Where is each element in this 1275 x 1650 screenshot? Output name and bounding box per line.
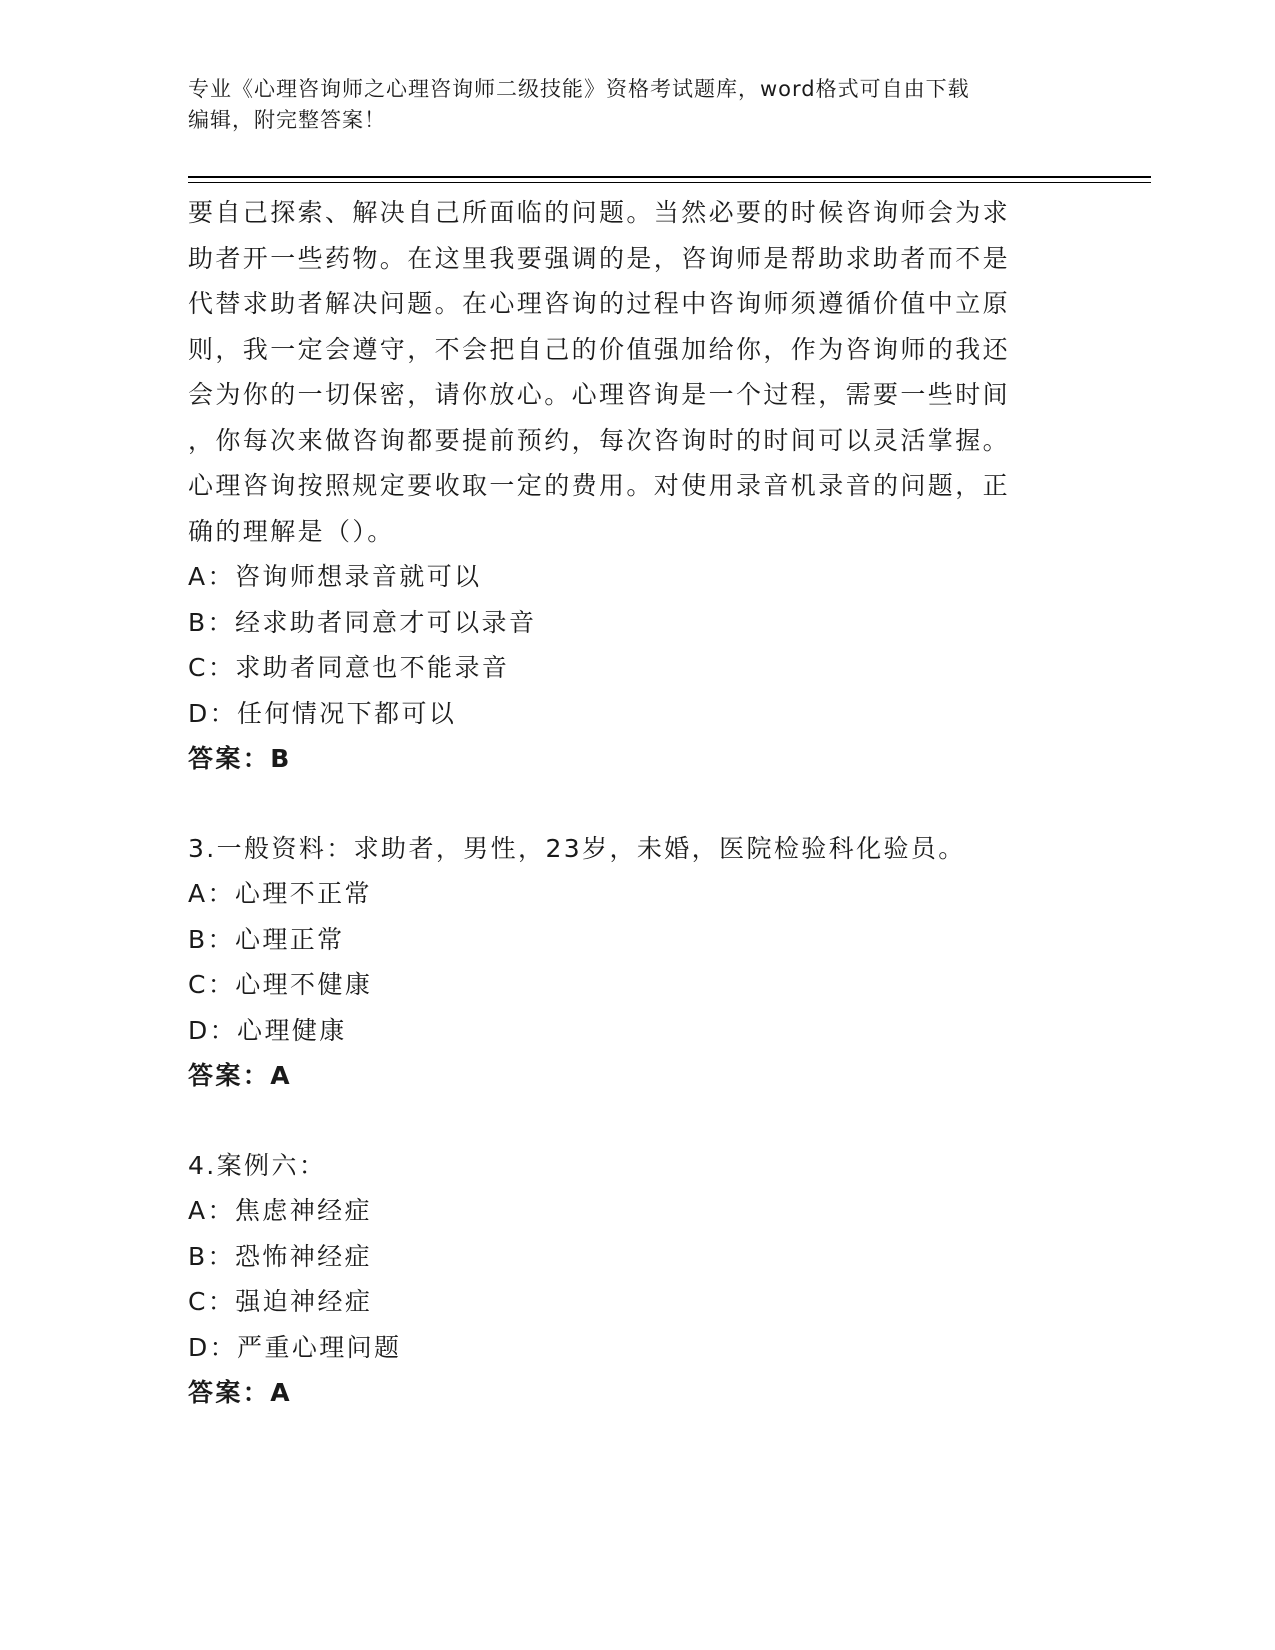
- question-spacer: [188, 782, 1068, 826]
- option-a: A：焦虑神经症: [188, 1196, 372, 1225]
- header-title-line-1: 专业《心理咨询师之心理咨询师二级技能》资格考试题库，word格式可自由下载: [188, 77, 970, 101]
- header-divider-thick: [188, 176, 1151, 178]
- document-header: [188, 74, 1068, 136]
- question-4: [188, 1143, 1068, 1416]
- option-a: A：咨询师想录音就可以: [188, 562, 482, 591]
- option-b: B：恐怖神经症: [188, 1241, 372, 1271]
- question-content: [188, 190, 1068, 1416]
- question-stem-line: 助者开一些药物。在这里我要强调的是，咨询师是帮助求助者而不是: [188, 243, 1011, 273]
- option-c: C：心理不健康: [188, 970, 373, 999]
- answer-label: 答案：B: [188, 744, 292, 773]
- header-title-line-2: 编辑，附完整答案！: [188, 108, 386, 132]
- question-stem-line: ，你每次来做咨询都要提前预约，每次咨询时的时间可以灵活掌握。: [188, 425, 1011, 455]
- question-stem-line: 则，我一定会遵守，不会把自己的价值强加给你，作为咨询师的我还: [188, 334, 1011, 364]
- question-stem-line: 确的理解是（）。: [188, 516, 395, 546]
- option-d: D：严重心理问题: [188, 1332, 402, 1362]
- question-stem-line: 要自己探索、解决自己所面临的问题。当然必要的时候咨询师会为求: [188, 198, 1011, 227]
- option-d: D：心理健康: [188, 1015, 347, 1045]
- question-stem: 3.一般资料：求助者，男性，23岁，未婚，医院检验科化验员。: [188, 833, 966, 863]
- option-b: B：心理正常: [188, 924, 345, 954]
- option-d: D：任何情况下都可以: [188, 698, 457, 728]
- question-stem-line: 代替求助者解决问题。在心理咨询的过程中咨询师须遵循价值中立原: [188, 289, 1011, 318]
- option-c: C：求助者同意也不能录音: [188, 653, 510, 682]
- option-a: A：心理不正常: [188, 879, 372, 908]
- question-stem: 4.案例六：: [188, 1150, 327, 1180]
- question-3: [188, 826, 1068, 1099]
- question-2: [188, 190, 1068, 782]
- question-stem-line: 会为你的一切保密，请你放心。心理咨询是一个过程，需要一些时间: [188, 380, 1011, 409]
- question-stem-line: 心理咨询按照规定要收取一定的费用。对使用录音机录音的问题，正: [188, 471, 1011, 500]
- answer-label: 答案：A: [188, 1061, 292, 1090]
- option-c: C：强迫神经症: [188, 1287, 373, 1316]
- question-spacer: [188, 1099, 1068, 1143]
- option-b: B：经求助者同意才可以录音: [188, 607, 537, 637]
- header-divider-thin: [188, 182, 1151, 183]
- answer-label: 答案：A: [188, 1378, 292, 1407]
